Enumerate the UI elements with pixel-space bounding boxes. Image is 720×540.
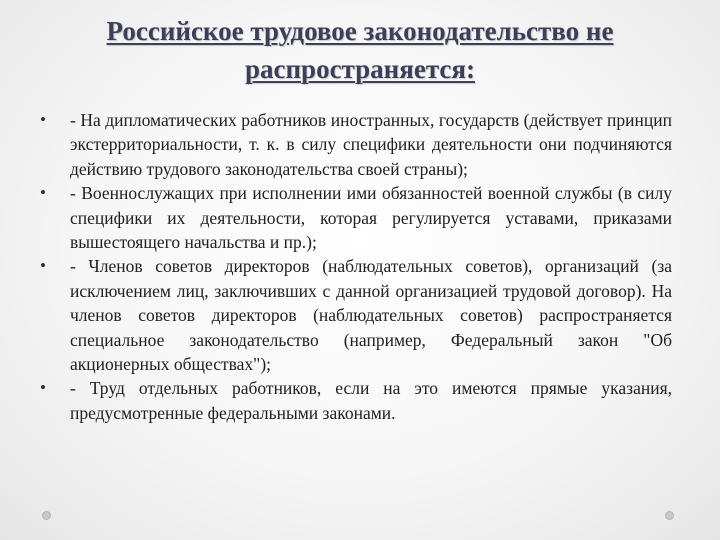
decorative-dot-icon bbox=[42, 511, 51, 520]
bullet-list bbox=[40, 108, 672, 425]
list-item bbox=[40, 376, 672, 425]
bullet-icon: • bbox=[40, 256, 46, 276]
bullet-icon: • bbox=[40, 110, 46, 129]
list-item-text: - Труд отдельных работников, если на это имеются прямые указания, предусмотренные федеральными законами. bbox=[70, 378, 672, 423]
list-item-text: - На дипломатических работников иностранных, государств (действует принцип экстерриториальности, т. к. в силу специфики деятельности они подчиняются действию трудового законодательства своей страны); bbox=[70, 110, 672, 179]
slide-title-line-2: распространяется: bbox=[245, 54, 475, 84]
list-item-text: - Членов советов директоров (наблюдательных советов), организаций (за исключением лиц, заключивших с данной организацией трудовой договор). На членов советов директоров (наблюдательных советов) распространяется специальное законодательство (например, Федеральный закон "Об акционерных обществах"); bbox=[70, 256, 672, 375]
bullet-icon: • bbox=[40, 183, 46, 203]
list-item bbox=[40, 181, 672, 254]
list-item-text: - Военнослужащих при исполнении ими обязанностей военной службы (в силу специфики их деятельности, которая регулируется уставами, приказами вышестоящего начальства и пр.); bbox=[70, 183, 672, 253]
slide-title-line-1: Российское трудовое законодательство не bbox=[106, 16, 614, 46]
list-item bbox=[40, 108, 672, 181]
slide-title bbox=[40, 12, 680, 88]
list-item bbox=[40, 254, 672, 376]
decorative-dot-icon bbox=[665, 511, 674, 520]
bullet-icon: • bbox=[40, 378, 46, 398]
